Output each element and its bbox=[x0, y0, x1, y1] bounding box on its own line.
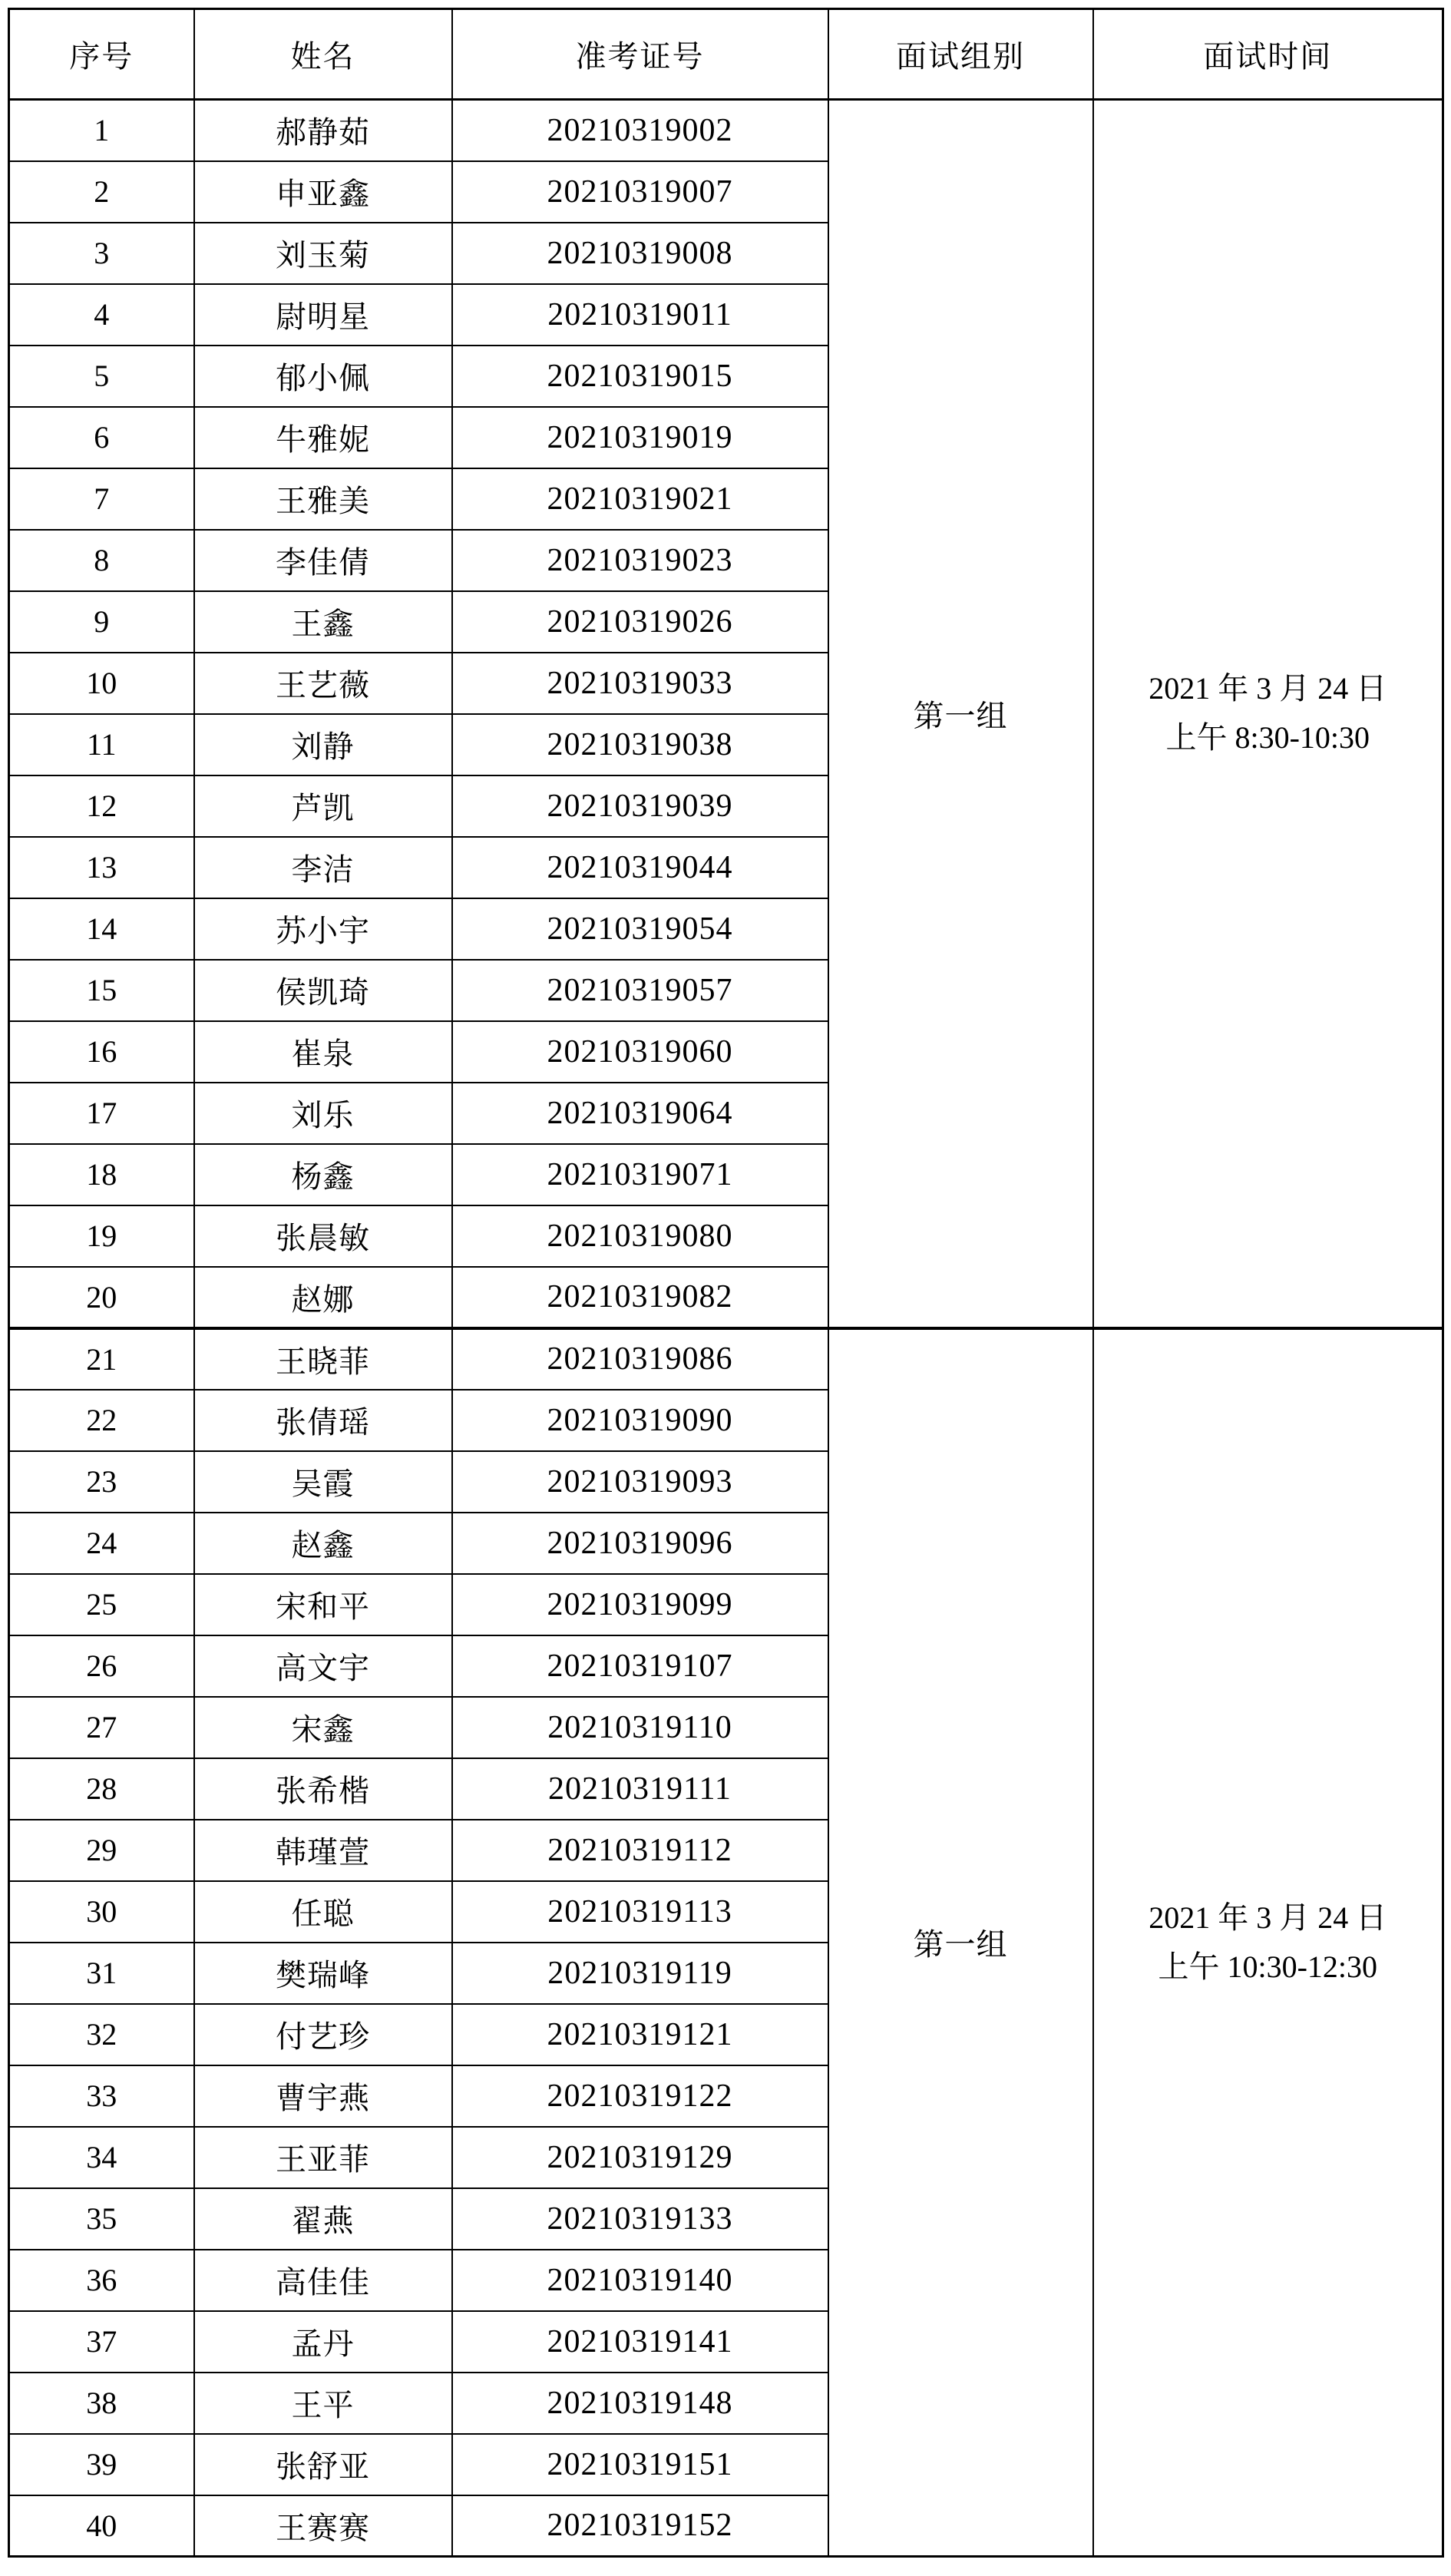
cell-ticket: 20210319121 bbox=[452, 2004, 828, 2065]
cell-name: 任聪 bbox=[194, 1881, 452, 1943]
cell-ticket: 20210319038 bbox=[452, 714, 828, 775]
cell-name: 张晨敏 bbox=[194, 1205, 452, 1267]
cell-no: 35 bbox=[9, 2188, 194, 2250]
cell-name: 李洁 bbox=[194, 837, 452, 898]
cell-name: 王雅美 bbox=[194, 468, 452, 530]
cell-name: 王平 bbox=[194, 2373, 452, 2434]
cell-ticket: 20210319007 bbox=[452, 161, 828, 223]
cell-no: 16 bbox=[9, 1021, 194, 1083]
cell-no: 10 bbox=[9, 653, 194, 714]
cell-ticket: 20210319044 bbox=[452, 837, 828, 898]
cell-ticket: 20210319071 bbox=[452, 1144, 828, 1205]
cell-ticket: 20210319082 bbox=[452, 1267, 828, 1328]
cell-ticket: 20210319039 bbox=[452, 775, 828, 837]
cell-name: 孟丹 bbox=[194, 2311, 452, 2373]
cell-name: 张舒亚 bbox=[194, 2434, 452, 2495]
cell-no: 25 bbox=[9, 1574, 194, 1635]
cell-ticket: 20210319015 bbox=[452, 346, 828, 407]
page bbox=[0, 8, 1451, 2576]
cell-ticket: 20210319141 bbox=[452, 2311, 828, 2373]
cell-no: 29 bbox=[9, 1820, 194, 1881]
header-cell-group: 面试组别 bbox=[828, 9, 1093, 100]
time-line-2: 上午 10:30-12:30 bbox=[1158, 1949, 1378, 1984]
cell-no: 19 bbox=[9, 1205, 194, 1267]
header-row bbox=[9, 9, 1443, 100]
cell-ticket: 20210319002 bbox=[452, 100, 828, 161]
cell-name: 赵娜 bbox=[194, 1267, 452, 1328]
cell-no: 23 bbox=[9, 1451, 194, 1513]
cell-ticket: 20210319057 bbox=[452, 960, 828, 1021]
cell-no: 38 bbox=[9, 2373, 194, 2434]
header-cell-time: 面试时间 bbox=[1093, 9, 1443, 100]
cell-ticket: 20210319151 bbox=[452, 2434, 828, 2495]
cell-ticket: 20210319026 bbox=[452, 591, 828, 653]
cell-no: 27 bbox=[9, 1697, 194, 1758]
cell-no: 3 bbox=[9, 223, 194, 284]
cell-no: 9 bbox=[9, 591, 194, 653]
cell-name: 樊瑞峰 bbox=[194, 1943, 452, 2004]
cell-no: 12 bbox=[9, 775, 194, 837]
cell-no: 21 bbox=[9, 1328, 194, 1390]
cell-name: 张希楷 bbox=[194, 1758, 452, 1820]
cell-no: 11 bbox=[9, 714, 194, 775]
cell-name: 翟燕 bbox=[194, 2188, 452, 2250]
cell-no: 31 bbox=[9, 1943, 194, 2004]
cell-group: 第一组 bbox=[828, 100, 1093, 1328]
cell-name: 赵鑫 bbox=[194, 1513, 452, 1574]
cell-no: 33 bbox=[9, 2065, 194, 2127]
cell-name: 付艺珍 bbox=[194, 2004, 452, 2065]
table-row bbox=[9, 100, 1443, 161]
cell-no: 5 bbox=[9, 346, 194, 407]
cell-ticket: 20210319119 bbox=[452, 1943, 828, 2004]
header-cell-no: 序号 bbox=[9, 9, 194, 100]
cell-name: 郁小佩 bbox=[194, 346, 452, 407]
cell-ticket: 20210319008 bbox=[452, 223, 828, 284]
cell-name: 王鑫 bbox=[194, 591, 452, 653]
cell-name: 刘乐 bbox=[194, 1083, 452, 1144]
cell-ticket: 20210319140 bbox=[452, 2250, 828, 2311]
header-cell-ticket: 准考证号 bbox=[452, 9, 828, 100]
header-cell-name: 姓名 bbox=[194, 9, 452, 100]
cell-no: 39 bbox=[9, 2434, 194, 2495]
cell-ticket: 20210319122 bbox=[452, 2065, 828, 2127]
cell-name: 牛雅妮 bbox=[194, 407, 452, 468]
cell-name: 刘玉菊 bbox=[194, 223, 452, 284]
table-body bbox=[9, 100, 1443, 2557]
cell-name: 杨鑫 bbox=[194, 1144, 452, 1205]
cell-ticket: 20210319080 bbox=[452, 1205, 828, 1267]
cell-no: 15 bbox=[9, 960, 194, 1021]
table-row bbox=[9, 1328, 1443, 1390]
cell-name: 宋鑫 bbox=[194, 1697, 452, 1758]
cell-name: 张倩瑶 bbox=[194, 1390, 452, 1451]
cell-ticket: 20210319011 bbox=[452, 284, 828, 346]
cell-no: 14 bbox=[9, 898, 194, 960]
cell-ticket: 20210319090 bbox=[452, 1390, 828, 1451]
cell-no: 17 bbox=[9, 1083, 194, 1144]
cell-no: 22 bbox=[9, 1390, 194, 1451]
cell-group: 第一组 bbox=[828, 1328, 1093, 2557]
cell-name: 宋和平 bbox=[194, 1574, 452, 1635]
cell-name: 申亚鑫 bbox=[194, 161, 452, 223]
cell-ticket: 20210319019 bbox=[452, 407, 828, 468]
cell-ticket: 20210319064 bbox=[452, 1083, 828, 1144]
cell-name: 韩瑾萱 bbox=[194, 1820, 452, 1881]
cell-no: 37 bbox=[9, 2311, 194, 2373]
cell-no: 13 bbox=[9, 837, 194, 898]
cell-no: 30 bbox=[9, 1881, 194, 1943]
cell-name: 王亚菲 bbox=[194, 2127, 452, 2188]
cell-ticket: 20210319096 bbox=[452, 1513, 828, 1574]
time-line-1: 2021 年 3 月 24 日 bbox=[1149, 671, 1387, 706]
cell-name: 李佳倩 bbox=[194, 530, 452, 591]
cell-no: 20 bbox=[9, 1267, 194, 1328]
cell-name: 曹宇燕 bbox=[194, 2065, 452, 2127]
cell-ticket: 20210319112 bbox=[452, 1820, 828, 1881]
cell-name: 王艺薇 bbox=[194, 653, 452, 714]
cell-ticket: 20210319107 bbox=[452, 1635, 828, 1697]
cell-ticket: 20210319133 bbox=[452, 2188, 828, 2250]
cell-ticket: 20210319129 bbox=[452, 2127, 828, 2188]
cell-no: 40 bbox=[9, 2495, 194, 2557]
cell-name: 芦凯 bbox=[194, 775, 452, 837]
time-line-1: 2021 年 3 月 24 日 bbox=[1149, 1900, 1387, 1935]
cell-no: 6 bbox=[9, 407, 194, 468]
cell-name: 尉明星 bbox=[194, 284, 452, 346]
cell-no: 8 bbox=[9, 530, 194, 591]
cell-ticket: 20210319152 bbox=[452, 2495, 828, 2557]
cell-no: 2 bbox=[9, 161, 194, 223]
cell-no: 34 bbox=[9, 2127, 194, 2188]
interview-schedule-table bbox=[8, 8, 1444, 2558]
cell-ticket: 20210319093 bbox=[452, 1451, 828, 1513]
cell-ticket: 20210319099 bbox=[452, 1574, 828, 1635]
cell-name: 吴霞 bbox=[194, 1451, 452, 1513]
cell-name: 郝静茹 bbox=[194, 100, 452, 161]
cell-time bbox=[1093, 1328, 1443, 2557]
cell-ticket: 20210319033 bbox=[452, 653, 828, 714]
cell-no: 4 bbox=[9, 284, 194, 346]
cell-name: 崔泉 bbox=[194, 1021, 452, 1083]
cell-no: 36 bbox=[9, 2250, 194, 2311]
cell-no: 7 bbox=[9, 468, 194, 530]
time-line-2: 上午 8:30-10:30 bbox=[1165, 720, 1370, 756]
cell-no: 32 bbox=[9, 2004, 194, 2065]
cell-name: 侯凯琦 bbox=[194, 960, 452, 1021]
cell-ticket: 20210319110 bbox=[452, 1697, 828, 1758]
cell-name: 王赛赛 bbox=[194, 2495, 452, 2557]
cell-ticket: 20210319060 bbox=[452, 1021, 828, 1083]
cell-ticket: 20210319023 bbox=[452, 530, 828, 591]
cell-name: 高佳佳 bbox=[194, 2250, 452, 2311]
cell-ticket: 20210319148 bbox=[452, 2373, 828, 2434]
cell-no: 24 bbox=[9, 1513, 194, 1574]
cell-ticket: 20210319086 bbox=[452, 1328, 828, 1390]
cell-ticket: 20210319113 bbox=[452, 1881, 828, 1943]
cell-name: 刘静 bbox=[194, 714, 452, 775]
cell-no: 18 bbox=[9, 1144, 194, 1205]
cell-no: 1 bbox=[9, 100, 194, 161]
cell-name: 高文宇 bbox=[194, 1635, 452, 1697]
cell-ticket: 20210319111 bbox=[452, 1758, 828, 1820]
cell-ticket: 20210319054 bbox=[452, 898, 828, 960]
cell-no: 26 bbox=[9, 1635, 194, 1697]
cell-ticket: 20210319021 bbox=[452, 468, 828, 530]
cell-name: 苏小宇 bbox=[194, 898, 452, 960]
cell-name: 王晓菲 bbox=[194, 1328, 452, 1390]
cell-time bbox=[1093, 100, 1443, 1328]
cell-no: 28 bbox=[9, 1758, 194, 1820]
